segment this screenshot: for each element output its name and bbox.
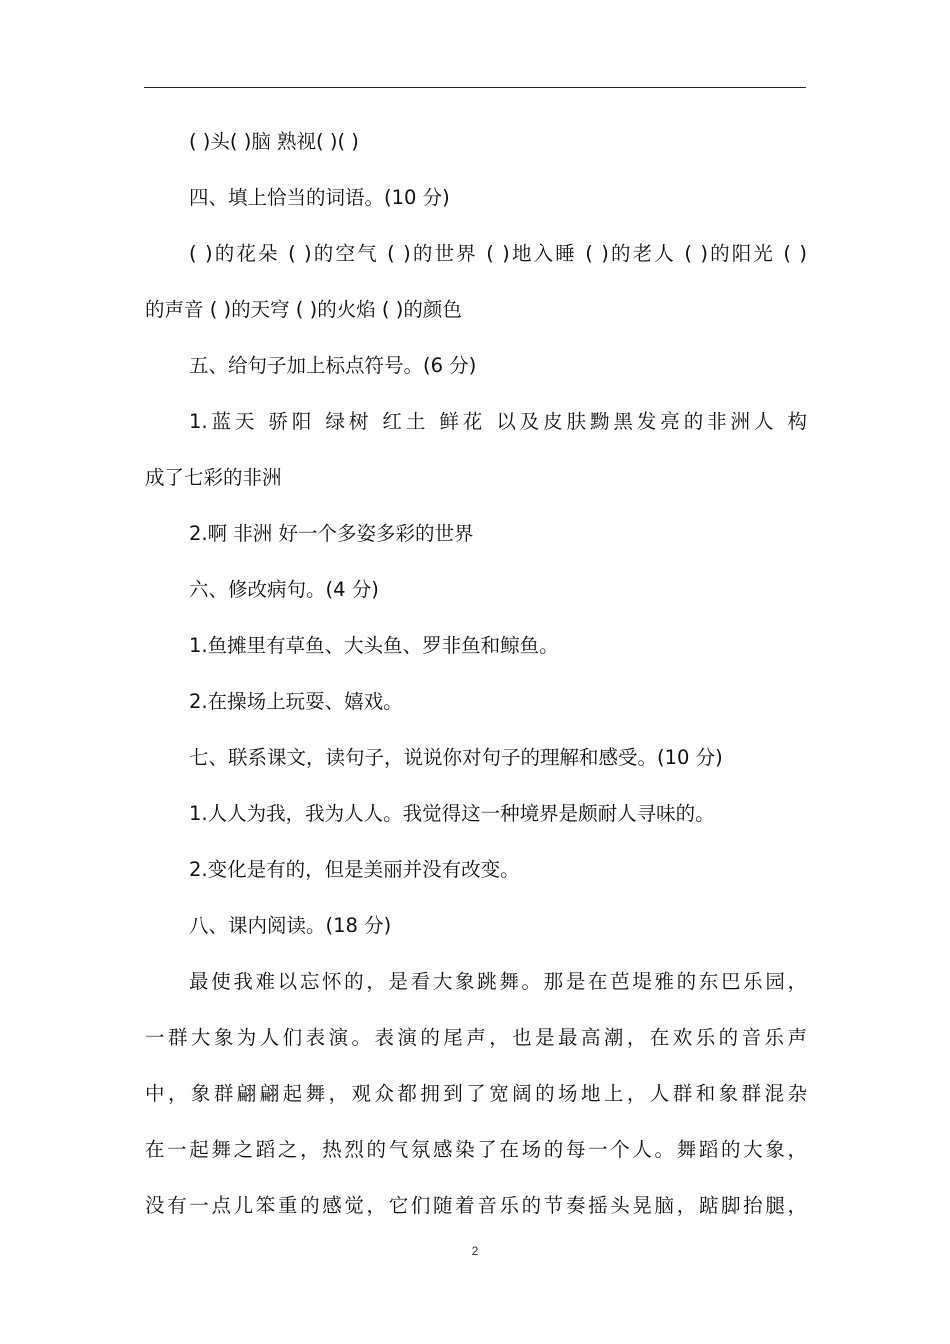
text-line: 2.啊 非洲 好一个多姿多彩的世界 [189,522,474,545]
paragraph-line: 最使我难以忘怀的，是看大象跳舞。那是在芭堤雅的东巴乐园， [189,970,807,993]
text-line: 成了七彩的非洲 [145,466,282,489]
paragraph-line: 一群大象为人们表演。表演的尾声，也是最高潮，在欢乐的音乐声 [145,1026,807,1049]
text-line: ( )头( )脑 熟视( )( ) [189,130,359,153]
section-heading-6: 六、修改病句。(4 分) [189,578,379,601]
section-heading-7: 七、联系课文，读句子，说说你对句子的理解和感受。(10 分) [189,746,723,769]
text-line: ( )的花朵 ( )的空气 ( )的世界 ( )地入睡 ( )的老人 ( )的阳光 ( ) [189,242,807,265]
section-heading-5: 五、给句子加上标点符号。(6 分) [189,354,477,377]
page-number: 2 [471,1244,479,1258]
header-rule [144,87,806,88]
text-line: 的声音 ( )的天穹 ( )的火焰 ( )的颜色 [145,298,462,321]
text-line: 1.鱼摊里有草鱼、大头鱼、罗非鱼和鲸鱼。 [189,634,559,657]
paragraph-line: 在一起舞之蹈之，热烈的气氛感染了在场的每一个人。舞蹈的大象， [145,1138,807,1161]
section-heading-8: 八、课内阅读。(18 分) [189,914,392,937]
text-line: 2.变化是有的，但是美丽并没有改变。 [189,858,520,881]
text-line: 1.蓝天 骄阳 绿树 红土 鲜花 以及皮肤黝黑发亮的非洲人 构 [189,410,807,433]
text-line: 2.在操场上玩耍、嬉戏。 [189,690,403,713]
document-body [145,114,807,1234]
paragraph-line: 没有一点儿笨重的感觉，它们随着音乐的节奏摇头晃脑，踮脚抬腿， [145,1194,807,1217]
paragraph-line: 中，象群翩翩起舞，观众都拥到了宽阔的场地上，人群和象群混杂 [145,1082,807,1105]
section-heading-4: 四、填上恰当的词语。(10 分) [189,186,450,209]
text-line: 1.人人为我，我为人人。我觉得这一种境界是颇耐人寻味的。 [189,802,715,825]
